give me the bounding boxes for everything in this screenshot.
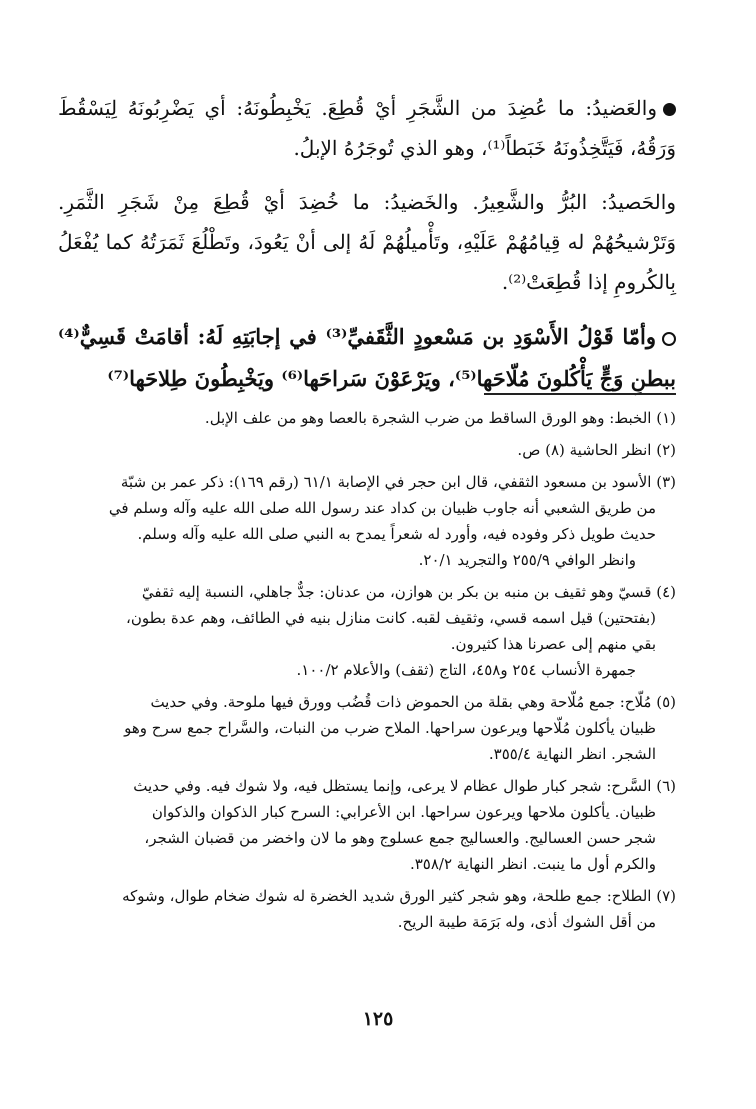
footnote-line: وانظر الوافي ٢٥٥/٩ والتجريد ٢٠/١.: [418, 551, 636, 569]
main-text: [58, 88, 676, 414]
bullet-icon: [663, 103, 676, 116]
footnote-line: ظبيان يأكلون مُلّاحها ويرعون سراحها. الملاح ضرب من النبات، والسَّراح جمع سرح وهو: [124, 719, 656, 737]
footnote-line: ظبيان. يأكلون ملاحها ويرعون سراحها. ابن الأعرابي: السرح كبار الذكوان والذكوان: [151, 803, 656, 821]
footnote-line: (١) الخبط: وهو الورق الساقط من ضرب الشجرة بالعصا وهو من علف الإبل.: [204, 409, 676, 427]
footnote-line: (بفتحتين) قيل اسمه قسي، وثقيف لقبه. كانت منازل بنيه في الطائف، وهم عدة بطون،: [126, 609, 656, 627]
footnote-line: (٧) الطلاح: جمع طلحة، وهو شجر كثير الورق شديد الخضرة له شوك ضخام طوال، وشوكه: [122, 887, 676, 905]
footnote-line: (٢) انظر الحاشية (٨) ص.: [517, 441, 676, 459]
footnote-line: (٣) الأسود بن مسعود الثقفي، قال ابن حجر في الإصابة ٦١/١ (رقم ١٦٩): ذكر عمر بن شبّة: [120, 473, 676, 491]
footnote-line: بقي منهم إلى عصرنا هذا كثيرون.: [450, 635, 656, 653]
paragraph-text: والحَصيدُ: البُرُّ والشَّعِيرُ. والخَضيدُ: ما خُضِدَ أيْ قُطِعَ مِنْ شَجَرِ الثَّمَرِ. وَتَرْشيحُهُمْ له قِيامُهُمْ عَلَيْهِ، وتَأْميلُهُمْ لَهُ إلى أنْ يَعُودَ، وتَطْلُعَ ثَمَرَتُهُ كما يُفْعَلُ بِالكُرومِ إذا قُطِعَتْ⁽²⁾.: [58, 190, 676, 294]
footnote-line: جمهرة الأنساب ٢٥٤ و٤٥٨، التاج (ثقف) والأعلام ١٠٠/٢.: [296, 661, 636, 679]
page-number: ١٢٥: [362, 1008, 394, 1030]
footnote-line: (٦) السَّرح: شجر كبار طوال عظام لا يرعى، وإنما يستظل فيه، ولا شوك فيه. وفي حديث: [133, 777, 676, 795]
footnote-line: من أقل الشوك أذى، وله بَرَمَة طيبة الريح.: [397, 913, 656, 931]
footnote-line: شجر حسن العساليج. والعساليج جمع عسلوج وهو ما لان واخضر من قضبان الشجر،: [144, 829, 656, 847]
footnote-7: [58, 883, 676, 935]
footnote-divider: [484, 393, 676, 395]
footnote-1: [58, 405, 676, 431]
footnote-line: (٥) مُلّاح: جمع مُلّاحة وهي بقلة من الحموض ذات قُضُب وورق فيها ملوحة. وفي حديث: [150, 693, 676, 711]
paragraph-al-hasid: [58, 182, 676, 302]
footnote-line: والكرم أول ما ينبت. انظر النهاية ٣٥٨/٢.: [409, 855, 656, 873]
footnote-5: [58, 689, 676, 767]
footnote-line: الشجر. انظر النهاية ٣٥٥/٤.: [488, 745, 656, 763]
footnotes: [58, 405, 676, 941]
footnote-3: [58, 469, 676, 573]
footnote-4: [58, 579, 676, 683]
paragraph-text: وأمّا قَوْلُ الأَسْوَدِ بن مَسْعودٍ الثَّقَفيِّ⁽³⁾ في إجابَتِهِ لَهُ: أقامَتْ قَسِيٌّ⁽⁴⁾ ببطنِ وَجٍّ يَأْكُلونَ مُلّاحَها⁽⁵⁾، ويَرْعَوْنَ سَراحَها⁽⁶⁾ ويَخْبِطُونَ طِلاحَها⁽⁷⁾: [58, 324, 676, 391]
footnote-line: (٤) قسيّ وهو ثقيف بن منبه بن بكر بن هوازن، من عدنان: جدٌّ جاهلي، النسبة إليه ثقفيّ: [141, 583, 676, 601]
paragraph-text: والعَضيدُ: ما عُضِدَ من الشَّجَرِ أيْ قُطِعَ. يَخْبِطُونَهُ: أي يَضْرِبُونَهُ لِيَسْقُطَ وَرَقُهُ، فَيَتَّخِذُونَهُ خَبَطاً⁽¹⁾، وهو الذي تُوجَرُهُ الإبلُ.: [58, 96, 676, 160]
paragraph-al-adid: [58, 88, 676, 168]
footnote-6: [58, 773, 676, 877]
footnote-2: [58, 437, 676, 463]
footnote-line: من طريق الشعبي أنه جاوب ظبيان بن كداد عند رسول الله صلى الله عليه وآله وسلم في: [108, 499, 656, 517]
circle-marker-icon: [662, 332, 676, 346]
footnote-line: حديث طويل ذكر وفوده فيه، وأورد له شعراً يمدح به النبي صلى الله عليه وآله وسلم.: [137, 525, 656, 543]
paragraph-al-aswad: [58, 316, 676, 400]
